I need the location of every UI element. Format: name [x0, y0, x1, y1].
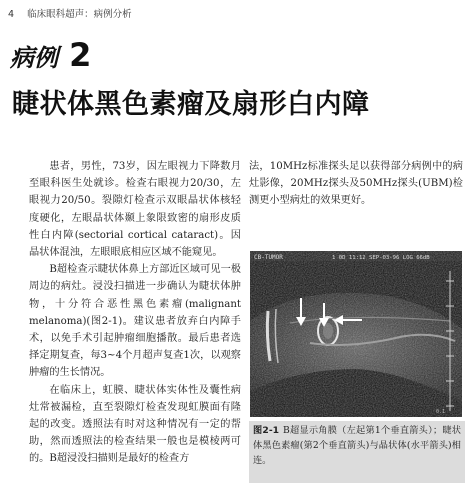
ultrasound-image — [250, 251, 462, 417]
right-column — [249, 158, 463, 210]
running-title: 临床眼科超声：病例分析 — [27, 9, 132, 20]
paragraph: 法，10MHz标准探头足以获得部分病例中的病灶影像，20MHz探头及50MHz探头(UBM)检测更小型病灶的效果更好。 — [249, 161, 463, 207]
left-column — [29, 158, 241, 468]
ultrasound-figure — [250, 251, 462, 417]
scale-label: 0.1 — [436, 409, 446, 415]
paragraph: B超检查示睫状体鼻上方部近区域可见一极周边的病灶。浸没扫描进一步确认为睫状体肿物，十分符合恶性黑色素瘤(malignant melanoma)(图2-1)。建议患者放弃白内障手术，以免手术引起肿瘤细胞播散。最后患者选择定期复查，每3~4个月超声复查1次，以观察肿瘤的生长情况。 — [29, 264, 241, 379]
paragraph: 患者，男性，73岁，因左眼视力下降数月至眼科医生处就诊。检查右眼视力20/30，左眼视力20/50。裂隙灯检查示双眼晶状体核轻度硬化，左眼晶状体颞上象限致密的扇形皮质性白内障(sectorial cortical cataract)。因晶状体混浊，左眼眼底相应区域不能窥见。 — [29, 161, 241, 259]
case-label: 病例 — [10, 44, 58, 72]
running-header — [8, 6, 132, 20]
caption-text: B超显示角膜（左起第1个垂直箭头）；睫状体黑色素瘤(第2个垂直箭头)与晶状体(水平箭头)相连。 — [253, 425, 461, 466]
case-number: 2 — [69, 36, 92, 74]
figure-id: 图2-1 — [253, 425, 280, 436]
case-title: 睫状体黑色素瘤及扇形白内障 — [12, 89, 370, 120]
page-number: 4 — [8, 9, 15, 20]
paragraph: 在临床上，虹膜、睫状体实体性及囊性病灶常被漏检，直至裂隙灯检查发现虹膜面有隆起的改变。透照法有时对这种情况有一定的帮助，然而透照法的检查结果一般也是模棱两可的。B超浸没扫描则是最好的检查方 — [29, 384, 241, 465]
figure-caption — [249, 421, 465, 483]
case-heading — [10, 36, 91, 74]
